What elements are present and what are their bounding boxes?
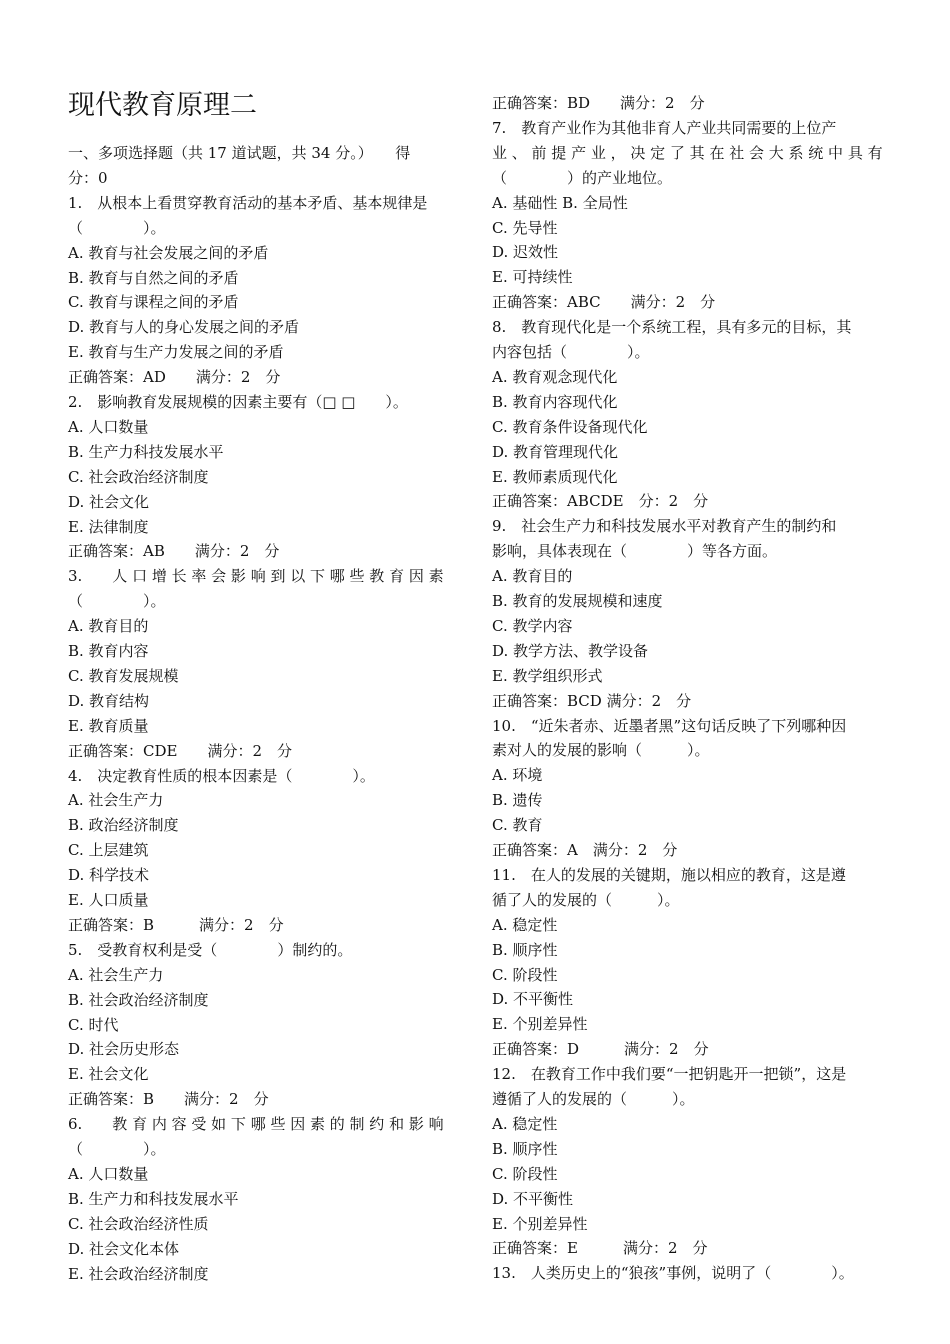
text-line: E. 可持续性 (492, 268, 573, 287)
text-line: C. 时代 (68, 1015, 119, 1034)
text-line: 影响，具体表现在（ ）等各方面。 (492, 542, 778, 561)
text-line: E. 个别差异性 (492, 1214, 588, 1233)
text-line: E. 个别差异性 (492, 1015, 588, 1034)
text-line: E. 人口质量 (68, 891, 149, 909)
text-line: B. 顺序性 (492, 1139, 558, 1158)
text-line: 2. 影响教育发展规模的因素主要有（□ □ ）。 (68, 393, 408, 411)
text-line: 遵循了人的发展的（ ）。 (492, 1090, 695, 1108)
text-line: B. 顺序性 (492, 940, 558, 959)
text-line: 业 、 前 提 产 业 ， 决 定 了 其 在 社 会 大 系 统 中 具 有 (492, 143, 883, 162)
text-line: 12. 在教育工作中我们要“一把钥匙开一把锁”，这是 (492, 1065, 847, 1084)
text-line: A. 教育目的 (492, 567, 573, 586)
text-line: E. 教学组织形式 (492, 666, 603, 685)
text-line: 一、多项选择题（共 17 道试题，共 34 分。） 得 (68, 144, 411, 162)
text-line: 1. 从根本上看贯穿教育活动的基本矛盾、基本规律是 (68, 193, 428, 212)
text-line: C. 教育发展规模 (68, 666, 179, 685)
text-line: B. 遗传 (492, 791, 543, 810)
text-line: D. 科学技术 (68, 866, 150, 885)
text-line: B. 生产力科技发展水平 (68, 442, 224, 461)
text-line: A. 基础性 B. 全局性 (492, 193, 628, 212)
text-line: 正确答案：A 满分：2 分 (492, 841, 678, 859)
text-line: D. 不平衡性 (492, 990, 574, 1009)
text-line: B. 教育内容 (68, 642, 149, 660)
text-line: C. 教学内容 (492, 616, 573, 635)
text-line: D. 教育与人的身心发展之间的矛盾 (68, 318, 300, 337)
text-line: 正确答案：E 满分：2 分 (492, 1239, 708, 1258)
text-line: 循了人的发展的（ ）。 (492, 890, 680, 909)
text-line: （ ）的产业地位。 (492, 168, 673, 187)
text-line: 7. 教育产业作为其他非育人产业共同需要的上位产 (492, 118, 837, 137)
text-line: A. 人口数量 (68, 417, 149, 436)
text-line: C. 社会政治经济制度 (68, 467, 209, 486)
text-line: C. 先导性 (492, 218, 558, 237)
text-line: D. 教育管理现代化 (492, 442, 619, 461)
text-line: E. 教师素质现代化 (492, 467, 618, 486)
text-line: （ ）。 (68, 218, 166, 237)
page-title: 现代教育原理二 (68, 90, 257, 121)
text-line: E. 教育与生产力发展之间的矛盾 (68, 343, 284, 362)
text-line: （ ）。 (68, 592, 166, 611)
text-line: A. 环境 (492, 766, 543, 785)
text-line: D. 社会文化 (68, 492, 150, 511)
text-line: 5. 受教育权利是受（ ）制约的。 (68, 940, 353, 959)
text-line: A. 社会生产力 (68, 965, 164, 984)
text-line: （ ）。 (68, 1140, 166, 1158)
text-line: D. 教育结构 (68, 691, 150, 710)
text-line: 9. 社会生产力和科技发展水平对教育产生的制约和 (492, 517, 837, 536)
text-line: C. 教育条件设备现代化 (492, 417, 648, 436)
text-line: 正确答案：ABC 满分：2 分 (492, 293, 716, 312)
text-line: 正确答案：BCD 满分：2 分 (492, 691, 692, 710)
text-line: C. 阶段性 (492, 1164, 558, 1183)
text-line: 正确答案：BD 满分：2 分 (492, 94, 705, 112)
text-line: A. 稳定性 (492, 915, 558, 934)
text-line: C. 上层建筑 (68, 841, 149, 860)
text-line: 正确答案：AB 满分：2 分 (68, 542, 280, 561)
text-line: C. 教育与课程之间的矛盾 (68, 293, 239, 312)
text-line: B. 教育内容现代化 (492, 392, 618, 411)
text-line: E. 法律制度 (68, 517, 149, 536)
text-line: 13. 人类历史上的“狼孩”事例，说明了（ ）。 (492, 1264, 854, 1283)
text-line: A. 教育目的 (68, 617, 149, 636)
text-line: 分：0 (68, 168, 108, 187)
text-line: 素对人的发展的影响（ ）。 (492, 741, 710, 760)
text-line: D. 社会文化本体 (68, 1239, 180, 1258)
text-line: A. 社会生产力 (68, 791, 164, 810)
text-line: A. 人口数量 (68, 1164, 149, 1183)
text-line: 正确答案：AD 满分：2 分 (68, 368, 281, 387)
text-line: 内容包括（ ）。 (492, 343, 650, 361)
text-line: C. 社会政治经济性质 (68, 1214, 209, 1233)
text-line: 正确答案：B 满分：2 分 (68, 915, 284, 934)
text-line: B. 教育与自然之间的矛盾 (68, 268, 239, 287)
text-line: E. 社会文化 (68, 1065, 149, 1084)
text-line: B. 政治经济制度 (68, 816, 179, 835)
text-line: E. 社会政治经济制度 (68, 1264, 209, 1283)
text-line: A. 稳定性 (492, 1114, 558, 1133)
text-line: B. 教育的发展规模和速度 (492, 592, 663, 610)
text-line: 6. 教 育 内 容 受 如 下 哪 些 因 素 的 制 约 和 影 响 (68, 1115, 444, 1134)
text-line: C. 教育 (492, 816, 543, 835)
text-line: E. 教育质量 (68, 716, 149, 735)
text-line: 3. 人 口 增 长 率 会 影 响 到 以 下 哪 些 教 育 因 素 (68, 567, 444, 586)
text-line: D. 社会历史形态 (68, 1040, 180, 1059)
text-line: 11. 在人的发展的关键期，施以相应的教育，这是遵 (492, 865, 846, 884)
text-line: 正确答案：B 满分：2 分 (68, 1090, 269, 1109)
text-line: D. 迟效性 (492, 243, 559, 262)
text-line: A. 教育与社会发展之间的矛盾 (68, 243, 269, 262)
text-line: 正确答案：ABCDE 分：2 分 (492, 492, 709, 511)
text-line: C. 阶段性 (492, 965, 558, 984)
text-line: A. 教育观念现代化 (492, 367, 618, 386)
text-line: B. 社会政治经济制度 (68, 990, 209, 1009)
text-line: 4. 决定教育性质的根本因素是（ ）。 (68, 766, 375, 785)
text-line: 8. 教育现代化是一个系统工程，具有多元的目标，其 (492, 318, 852, 337)
text-line: 正确答案：D 满分：2 分 (492, 1040, 709, 1059)
text-line: D. 不平衡性 (492, 1189, 574, 1208)
text-line: B. 生产力和科技发展水平 (68, 1189, 239, 1208)
text-line: 10. “近朱者赤、近墨者黑”这句话反映了下列哪种因 (492, 716, 847, 735)
text-line: 正确答案：CDE 满分：2 分 (68, 741, 292, 760)
text-line: D. 教学方法、教学设备 (492, 641, 649, 660)
